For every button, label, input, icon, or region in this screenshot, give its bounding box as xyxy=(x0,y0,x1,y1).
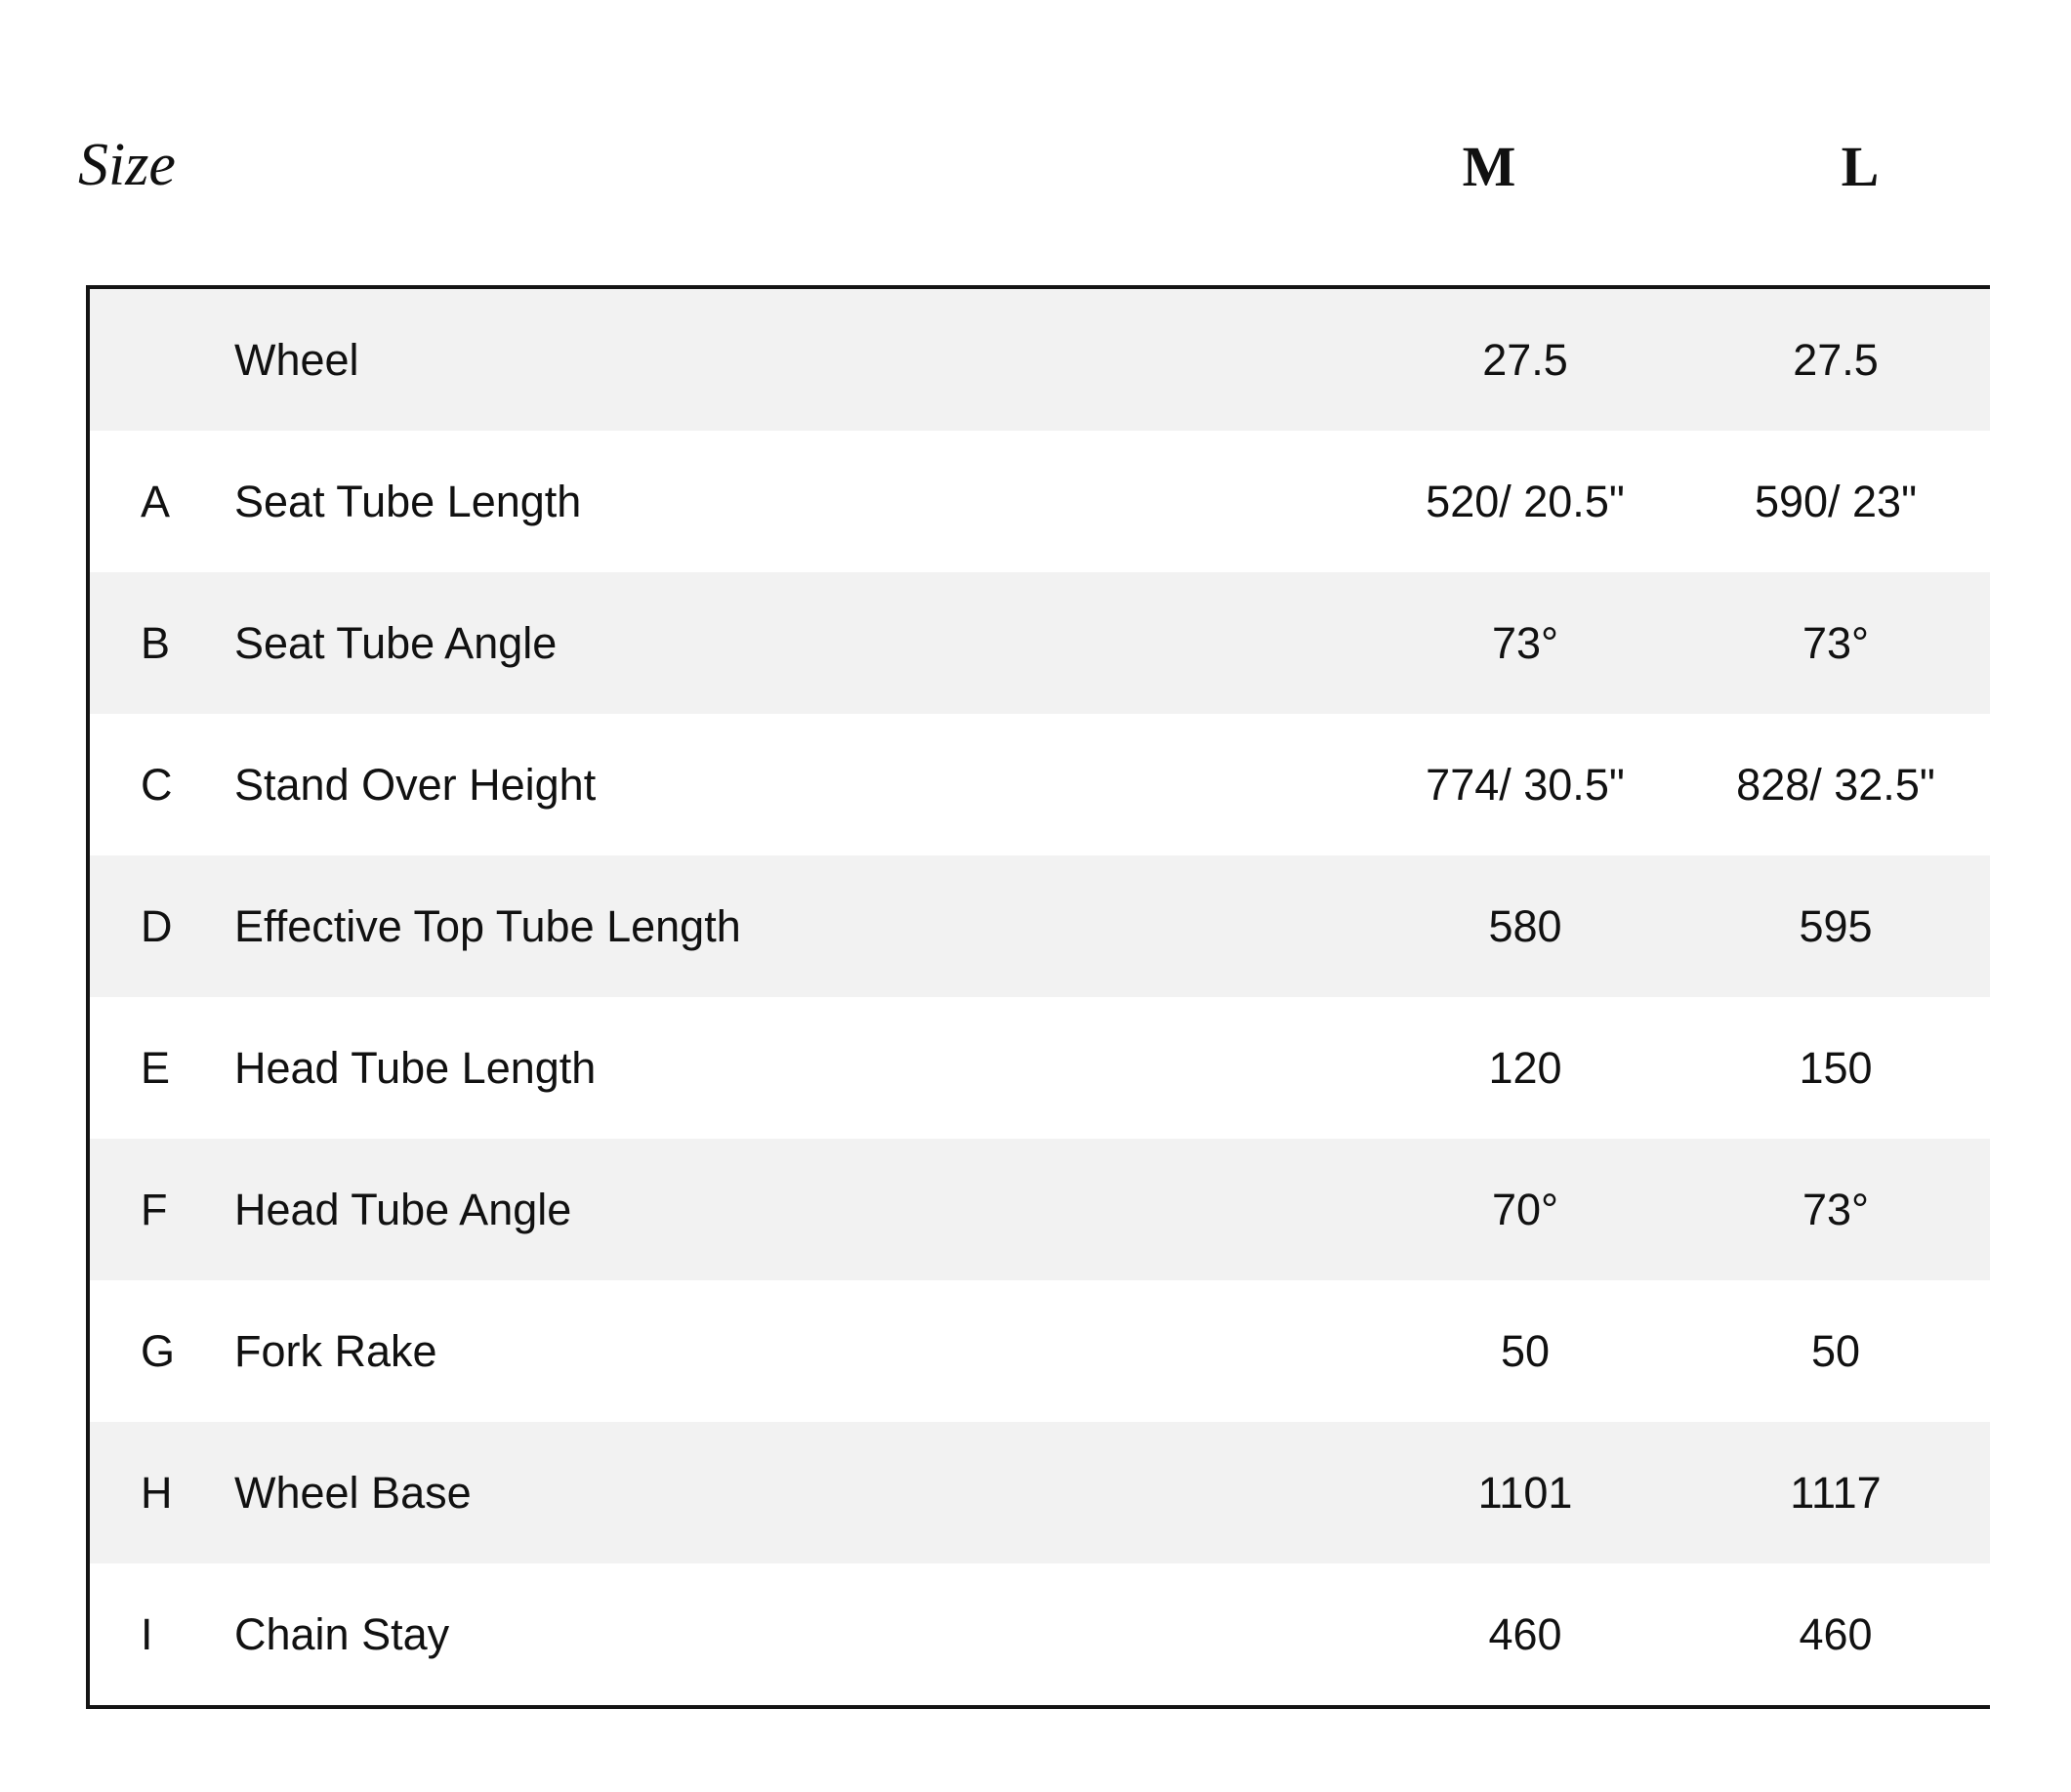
row-value-l: 73° xyxy=(1802,1184,1870,1234)
row-value-l: 595 xyxy=(1799,900,1873,951)
row-value-m: 1101 xyxy=(1477,1467,1573,1518)
table-row xyxy=(90,431,1990,572)
column-header-l: L xyxy=(1841,135,1880,198)
row-value-m: 120 xyxy=(1488,1042,1562,1093)
row-key: H xyxy=(141,1467,173,1518)
row-label: Seat Tube Length xyxy=(234,476,582,526)
table-row xyxy=(90,572,1990,714)
row-key: G xyxy=(141,1325,176,1376)
table-row xyxy=(90,714,1990,855)
row-value-l: 460 xyxy=(1799,1608,1873,1659)
row-key: C xyxy=(141,759,173,810)
table-row xyxy=(90,855,1990,997)
row-value-l: 1117 xyxy=(1790,1467,1882,1518)
row-value-l: 73° xyxy=(1802,617,1870,668)
geometry-table xyxy=(90,289,1990,1705)
geometry-table-body xyxy=(90,289,1990,1705)
row-label: Fork Rake xyxy=(234,1325,437,1376)
row-value-l: 150 xyxy=(1799,1042,1873,1093)
row-label: Head Tube Length xyxy=(234,1042,597,1093)
row-value-m: 27.5 xyxy=(1482,334,1568,385)
row-value-l: 50 xyxy=(1810,1325,1861,1376)
table-row xyxy=(90,1139,1990,1280)
table-header-row xyxy=(0,59,2071,198)
row-value-l: 27.5 xyxy=(1793,334,1879,385)
row-label: Wheel xyxy=(234,334,359,385)
row-key: F xyxy=(141,1184,168,1234)
table-row xyxy=(90,1563,1990,1705)
row-label: Chain Stay xyxy=(234,1608,450,1659)
table-row xyxy=(90,1422,1990,1563)
row-label: Wheel Base xyxy=(234,1467,472,1518)
row-value-m: 50 xyxy=(1500,1325,1551,1376)
row-value-l: 828/ 32.5" xyxy=(1736,759,1935,810)
row-key: A xyxy=(141,476,171,526)
table-row xyxy=(90,997,1990,1139)
row-key: E xyxy=(141,1042,171,1093)
row-value-m: 774/ 30.5" xyxy=(1426,759,1625,810)
row-value-m: 70° xyxy=(1491,1184,1559,1234)
row-value-m: 73° xyxy=(1491,617,1559,668)
row-label: Seat Tube Angle xyxy=(234,617,558,668)
row-key: I xyxy=(141,1608,153,1659)
table-row xyxy=(90,289,1990,431)
row-value-l: 590/ 23" xyxy=(1754,476,1918,526)
row-key: D xyxy=(141,900,173,951)
page-title: Size xyxy=(78,132,176,198)
row-value-m: 520/ 20.5" xyxy=(1426,476,1625,526)
row-key: B xyxy=(141,617,171,668)
table-row xyxy=(90,1280,1990,1422)
geometry-table-container xyxy=(86,285,1990,1709)
column-header-m: M xyxy=(1462,135,1516,198)
row-value-m: 580 xyxy=(1488,900,1562,951)
row-key xyxy=(90,289,234,431)
row-label: Stand Over Height xyxy=(234,759,597,810)
row-value-m: 460 xyxy=(1488,1608,1562,1659)
row-label: Head Tube Angle xyxy=(234,1184,572,1234)
row-label: Effective Top Tube Length xyxy=(234,900,741,951)
